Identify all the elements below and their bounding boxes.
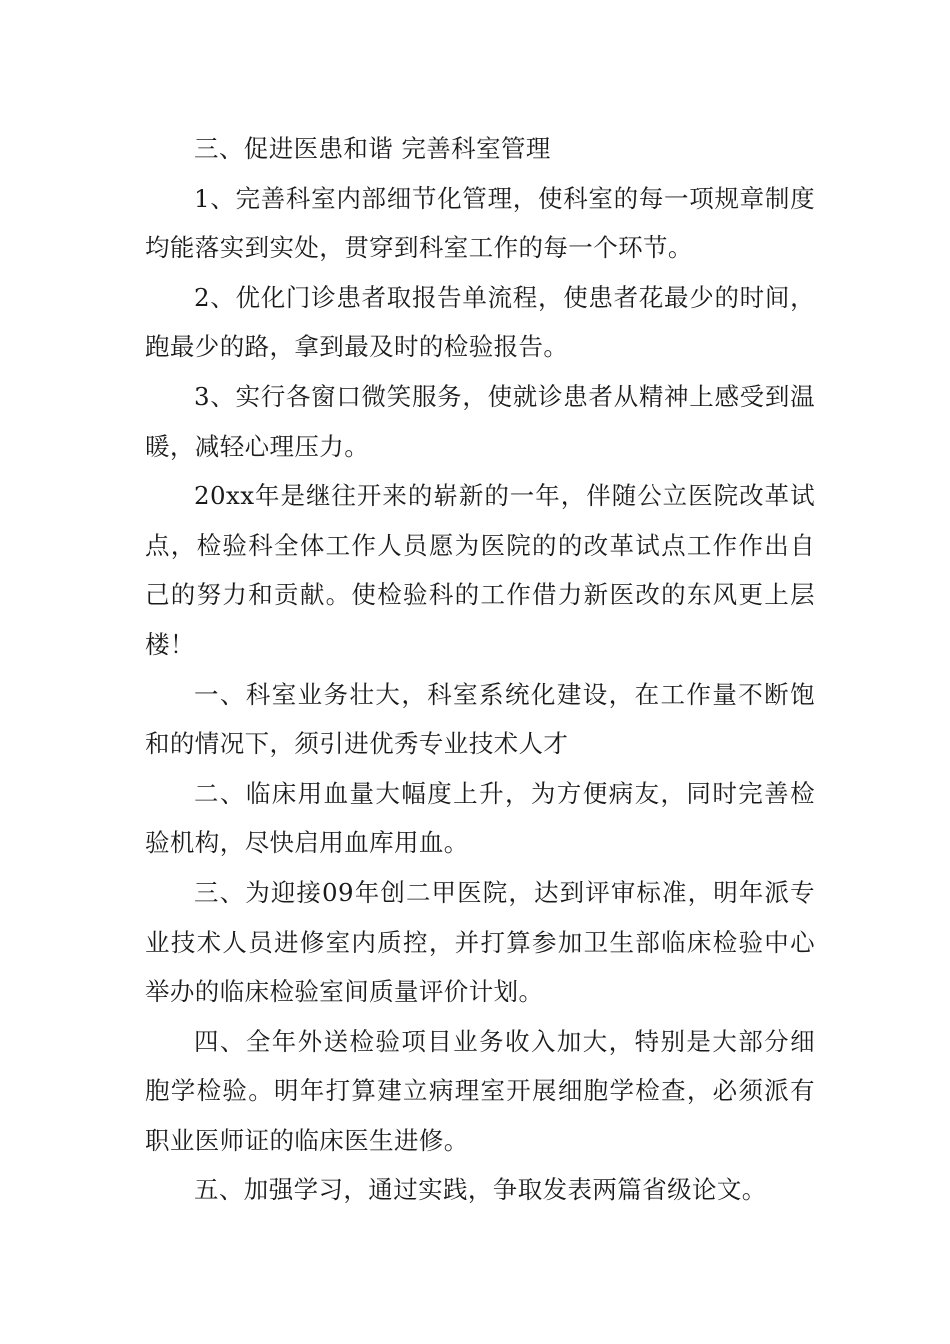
paragraph-item-1: 1、完善科室内部细节化管理，使科室的每一项规章制度均能落实到实处，贯穿到科室工作的每一个环节。 bbox=[145, 183, 815, 263]
plan-item-5: 五、加强学习，通过实践，争取发表两篇省级论文。 bbox=[194, 1175, 767, 1205]
document-body bbox=[145, 124, 815, 1215]
plan-item-1: 一、科室业务壮大，科室系统化建设，在工作量不断饱和的情况下，须引进优秀专业技术人才 bbox=[145, 679, 815, 759]
paragraph-outlook: 20xx年是继往开来的崭新的一年，伴随公立医院改革试点，检验科全体工作人员愿为医院的的改革试点工作作出自己的努力和贡献。使检验科的工作借力新医改的东风更上层楼！ bbox=[145, 481, 815, 659]
plan-item-3: 三、为迎接09年创二甲医院，达到评审标准，明年派专业技术人员进修室内质控，并打算参加卫生部临床检验中心举办的临床检验室间质量评价计划。 bbox=[145, 877, 815, 1007]
plan-item-4: 四、全年外送检验项目业务收入加大，特别是大部分细胞学检验。明年打算建立病理室开展细胞学检查，必须派有职业医师证的临床医生进修。 bbox=[145, 1026, 815, 1155]
section-heading-3: 三、促进医患和谐 完善科室管理 bbox=[194, 134, 551, 163]
paragraph-item-2: 2、优化门诊患者取报告单流程，使患者花最少的时间，跑最少的路，拿到最及时的检验报告。 bbox=[145, 282, 815, 362]
paragraph-item-3: 3、实行各窗口微笑服务，使就诊患者从精神上感受到温暖，减轻心理压力。 bbox=[145, 381, 815, 461]
plan-item-2: 二、临床用血量大幅度上升，为方便病友，同时完善检验机构，尽快启用血库用血。 bbox=[145, 778, 815, 858]
